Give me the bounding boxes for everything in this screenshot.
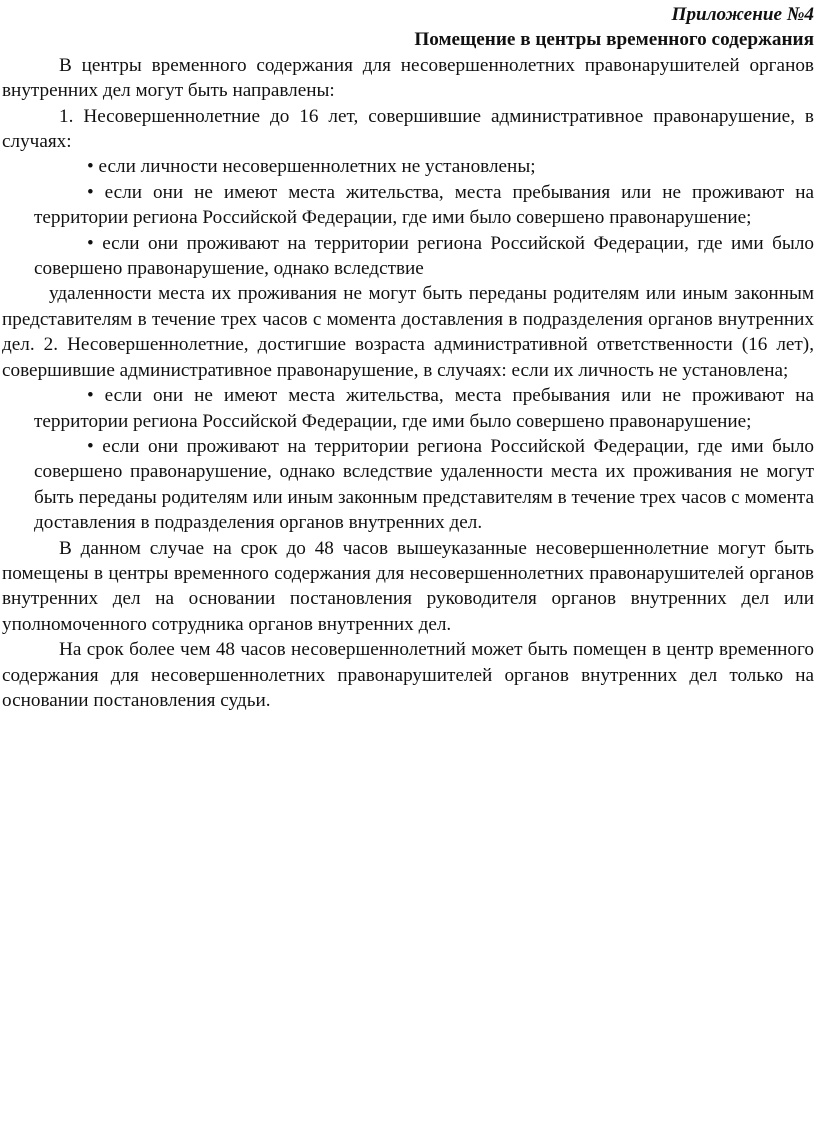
bullet-item: • если личности несовершеннолетних не установлены;	[87, 156, 536, 178]
bullet-item: • если они проживают на территории региона Российской Федерации, где ими было совершено правонарушение, однако вследствие	[34, 232, 814, 280]
intro-paragraph: В центры временного содержания для несовершеннолетних правонарушителей органов внутренних дел могут быть направлены:	[2, 54, 814, 102]
bullet-item: • если они проживают на территории региона Российской Федерации, где ими было совершено правонарушение, однако вследствие удаленности места их проживания не могут быть переданы родителям или иным законным представителям в течение трех часов с момента доставления в подразделения органов внутренних дел.	[34, 435, 814, 534]
bullet-item: • если они не имеют места жительства, места пребывания или не проживают на территории региона Российской Федерации, где ими было совершено правонарушение;	[34, 385, 814, 432]
document-page	[2, 2, 814, 713]
item-1-paragraph: 1. Несовершеннолетние до 16 лет, совершившие административное правонарушение, в случаях:	[2, 105, 814, 153]
continuation-paragraph: удаленности места их проживания не могут быть переданы родителям или иным законным представителям в течение трех часов с момента доставления в подразделения органов внутренних дел. 2. Несовершеннолетние, достигшие возраста административной ответственности (16 лет), совершившие административное правонарушение, в случаях: если их личность не установлена;	[2, 283, 814, 381]
paragraph-more-than-48-hours: На срок более чем 48 часов несовершеннолетний может быть помещен в центр временного содержания для несовершеннолетних правонарушителей органов внутренних дел только на основании постановления судьи.	[2, 639, 814, 711]
document-title: Помещение в центры временного содержания	[414, 29, 814, 51]
bullet-item: • если они не имеют места жительства, места пребывания или не проживают на территории региона Российской Федерации, где ими было совершено правонарушение;	[34, 181, 814, 229]
appendix-label: Приложение №4	[671, 4, 814, 25]
paragraph-48-hours: В данном случае на срок до 48 часов вышеуказанные несовершеннолетние могут быть помещены в центры временного содержания для несовершеннолетних правонарушителей органов внутренних дел на основании постановления руководителя органов внутренних дел или уполномоченного сотрудника органов внутренних дел.	[2, 537, 814, 635]
